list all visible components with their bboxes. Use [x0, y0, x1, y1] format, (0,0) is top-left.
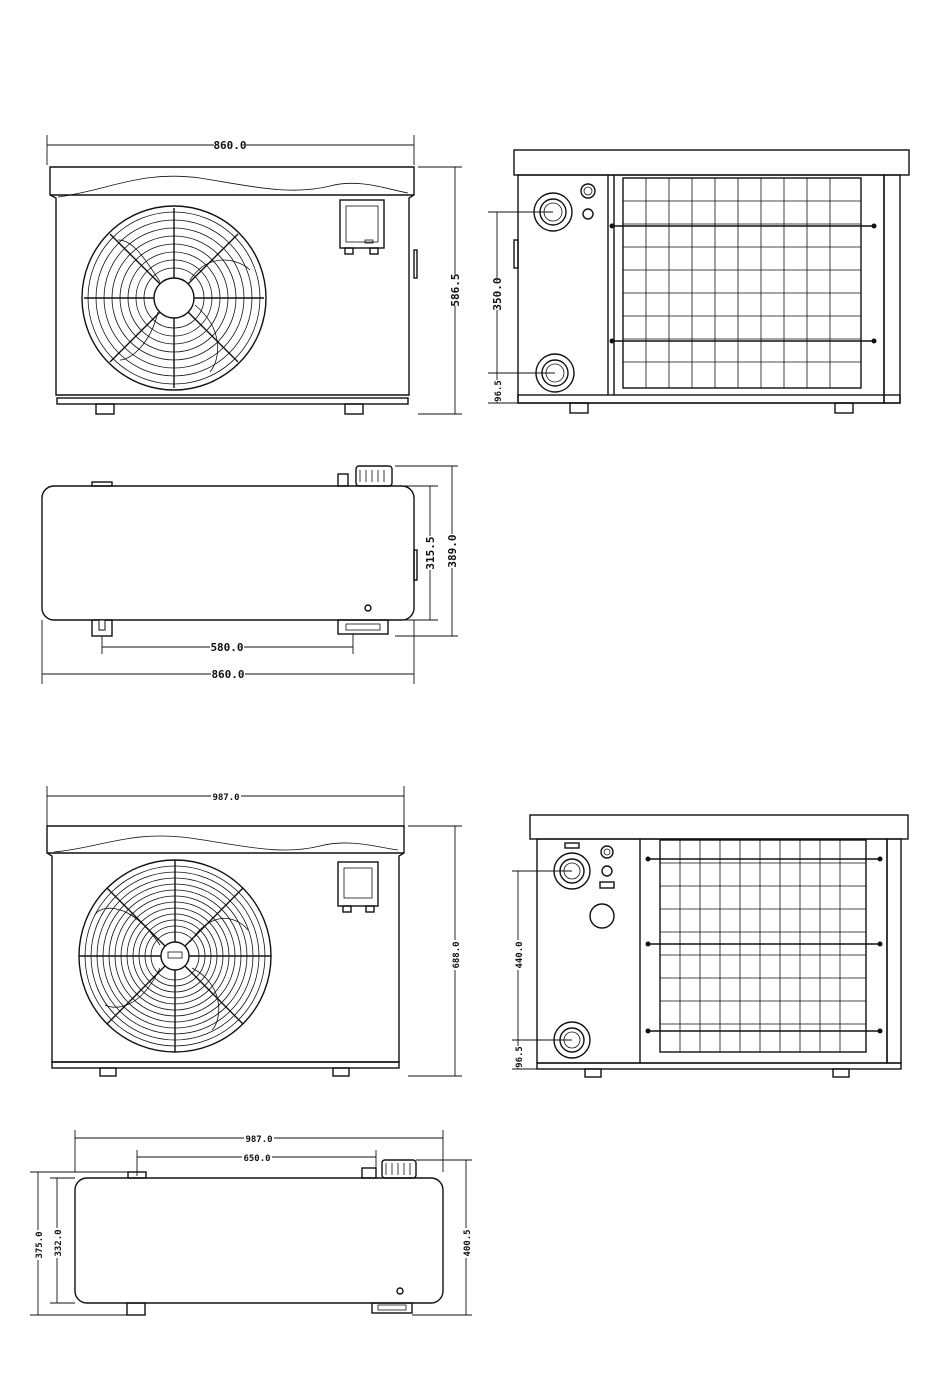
pipe-spacing-label-2: 440.0 [515, 941, 525, 969]
depth-b-label: 332.0 [54, 1229, 64, 1257]
coil-grille [610, 178, 877, 388]
height-label-2: 688.0 [452, 941, 462, 969]
coil-grille-2 [646, 840, 883, 1052]
inner-depth-label: 315.5 [424, 536, 437, 570]
control-panel [340, 200, 384, 248]
top-body-2 [75, 1178, 443, 1303]
outer-depth-label-2: 400.5 [463, 1229, 473, 1257]
mount-spacing-label-2: 650.0 [243, 1154, 271, 1164]
outer-depth-label: 389.0 [446, 534, 459, 568]
top-width-label: 860.0 [211, 668, 245, 681]
top-body [42, 486, 414, 620]
side-view-unit-2 [512, 815, 908, 1077]
depth-a-label: 375.0 [35, 1231, 45, 1259]
side-view-unit-1 [488, 150, 909, 413]
side-top-cover [514, 150, 909, 175]
front-view-unit-1 [47, 135, 462, 414]
fan-grille-2 [79, 860, 271, 1052]
pipe-offset-label-2: 96.5 [515, 1046, 525, 1068]
pipe-offset-label: 96.5 [494, 380, 504, 402]
top-view-unit-2 [30, 1130, 473, 1315]
top-view-unit-1 [42, 466, 459, 684]
mount-spacing-label: 580.0 [210, 641, 244, 654]
width-label-2: 987.0 [212, 793, 240, 803]
fan-grille [82, 206, 266, 390]
pipe-spacing-label: 350.0 [491, 277, 504, 311]
unit-body [50, 167, 414, 395]
top-width-label-2: 987.0 [245, 1135, 273, 1145]
front-view-unit-2 [47, 786, 462, 1076]
width-label: 860.0 [213, 139, 247, 152]
side-top-cover-2 [530, 815, 908, 839]
height-label: 586.5 [449, 273, 462, 307]
